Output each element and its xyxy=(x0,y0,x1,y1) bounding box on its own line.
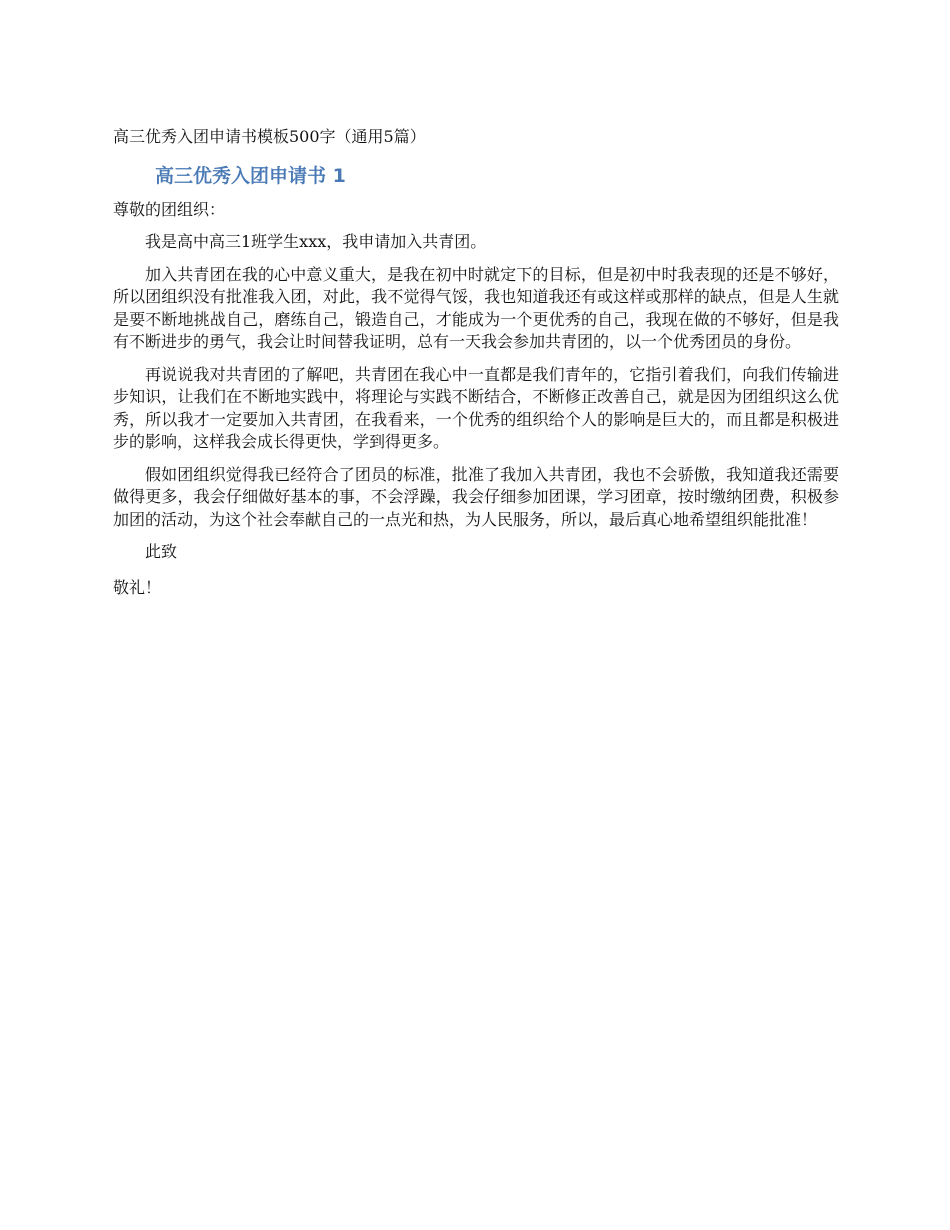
body-paragraph-1: 我是高中高三1班学生xxx，我申请加入共青团。 xyxy=(145,232,487,251)
closing-line: 此致 xyxy=(145,542,178,561)
salutation: 尊敬的团组织： xyxy=(113,200,226,219)
section-heading: 高三优秀入团申请书 1 xyxy=(155,165,346,187)
document-title: 高三优秀入团申请书模板500字（通用5篇） xyxy=(113,127,426,146)
regards-line: 敬礼！ xyxy=(113,578,162,597)
document-page xyxy=(113,125,839,599)
body-paragraph-3: 再说说我对共青团的了解吧，共青团在我心中一直都是我们青年的，它指引着我们，向我们传输进步知识，让我们在不断地实践中，将理论与实践不断结合，不断修正改善自己，就是因为团组织这么优秀，所以我才一定要加入共青团，在我看来，一个优秀的组织给个人的影响是巨大的，而且都是积极进步的影响，这样我会成长得更快，学到得更多。 xyxy=(113,364,839,451)
body-paragraph-4: 假如团组织觉得我已经符合了团员的标准，批准了我加入共青团，我也不会骄傲，我知道我还需要做得更多，我会仔细做好基本的事，不会浮躁，我会仔细参加团课，学习团章，按时缴纳团费，积极参加团的活动，为这个社会奉献自己的一点光和热，为人民服务，所以，最后真心地希望组织能批准！ xyxy=(113,464,839,529)
body-paragraph-2: 加入共青团在我的心中意义重大，是我在初中时就定下的目标，但是初中时我表现的还是不够好，所以团组织没有批准我入团，对此，我不觉得气馁，我也知道我还有或这样或那样的缺点，但是人生就是要不断地挑战自己，磨练自己，锻造自己，才能成为一个更优秀的自己，我现在做的不够好，但是我有不断进步的勇气，我会让时间替我证明，总有一天我会参加共青团的，以一个优秀团员的身份。 xyxy=(113,264,839,351)
